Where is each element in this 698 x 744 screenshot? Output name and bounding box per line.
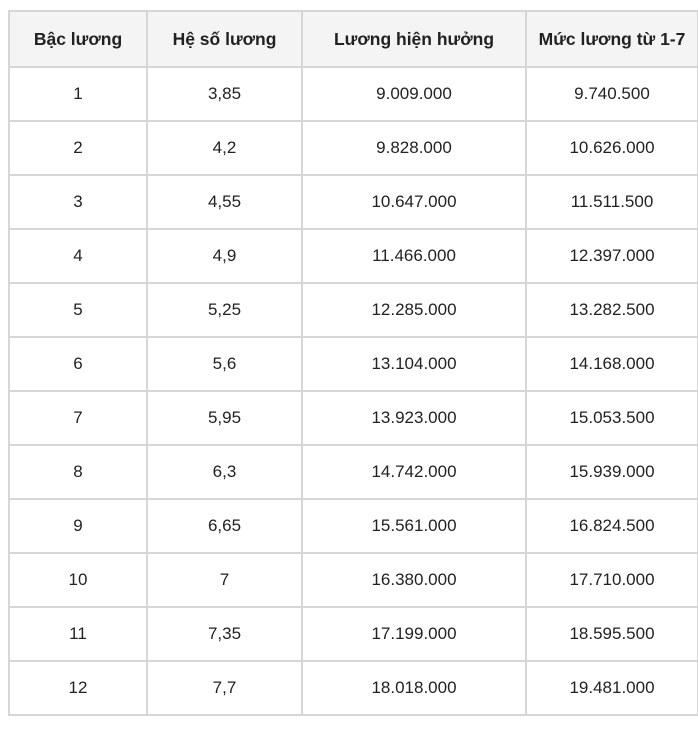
cell-salary-coefficient: 7,7	[147, 661, 302, 715]
cell-salary-grade: 1	[9, 67, 147, 121]
cell-salary-from-july: 11.511.500	[526, 175, 698, 229]
cell-salary-coefficient: 4,55	[147, 175, 302, 229]
header-salary-coefficient: Hệ số lương	[147, 11, 302, 67]
cell-salary-from-july: 15.939.000	[526, 445, 698, 499]
cell-salary-coefficient: 4,2	[147, 121, 302, 175]
cell-salary-grade: 10	[9, 553, 147, 607]
cell-salary-grade: 12	[9, 661, 147, 715]
cell-current-salary: 11.466.000	[302, 229, 526, 283]
cell-current-salary: 18.018.000	[302, 661, 526, 715]
cell-salary-from-july: 18.595.500	[526, 607, 698, 661]
cell-current-salary: 10.647.000	[302, 175, 526, 229]
table-row	[9, 175, 698, 229]
cell-current-salary: 12.285.000	[302, 283, 526, 337]
cell-salary-grade: 2	[9, 121, 147, 175]
cell-salary-grade: 8	[9, 445, 147, 499]
cell-salary-grade: 4	[9, 229, 147, 283]
cell-current-salary: 13.923.000	[302, 391, 526, 445]
cell-salary-from-july: 17.710.000	[526, 553, 698, 607]
cell-current-salary: 14.742.000	[302, 445, 526, 499]
header-row	[9, 11, 698, 67]
cell-salary-grade: 5	[9, 283, 147, 337]
header-current-salary: Lương hiện hưởng	[302, 11, 526, 67]
cell-salary-from-july: 9.740.500	[526, 67, 698, 121]
salary-table	[8, 10, 698, 716]
cell-salary-from-july: 12.397.000	[526, 229, 698, 283]
cell-salary-coefficient: 7,35	[147, 607, 302, 661]
cell-salary-grade: 9	[9, 499, 147, 553]
table-row	[9, 445, 698, 499]
table-row	[9, 67, 698, 121]
cell-salary-coefficient: 5,25	[147, 283, 302, 337]
cell-salary-coefficient: 5,6	[147, 337, 302, 391]
table-row	[9, 283, 698, 337]
cell-current-salary: 16.380.000	[302, 553, 526, 607]
cell-salary-grade: 6	[9, 337, 147, 391]
table-row	[9, 499, 698, 553]
cell-salary-grade: 11	[9, 607, 147, 661]
cell-current-salary: 17.199.000	[302, 607, 526, 661]
salary-table-container	[8, 10, 697, 716]
cell-salary-from-july: 16.824.500	[526, 499, 698, 553]
cell-current-salary: 9.828.000	[302, 121, 526, 175]
cell-current-salary: 9.009.000	[302, 67, 526, 121]
table-row	[9, 337, 698, 391]
cell-salary-grade: 3	[9, 175, 147, 229]
table-row	[9, 391, 698, 445]
cell-current-salary: 15.561.000	[302, 499, 526, 553]
cell-salary-coefficient: 6,65	[147, 499, 302, 553]
header-salary-from-july: Mức lương từ 1-7	[526, 11, 698, 67]
table-body	[9, 67, 698, 715]
header-salary-grade: Bậc lương	[9, 11, 147, 67]
cell-salary-coefficient: 7	[147, 553, 302, 607]
table-row	[9, 229, 698, 283]
cell-current-salary: 13.104.000	[302, 337, 526, 391]
cell-salary-grade: 7	[9, 391, 147, 445]
table-header	[9, 11, 698, 67]
cell-salary-coefficient: 5,95	[147, 391, 302, 445]
cell-salary-from-july: 13.282.500	[526, 283, 698, 337]
table-row	[9, 553, 698, 607]
cell-salary-coefficient: 3,85	[147, 67, 302, 121]
cell-salary-coefficient: 4,9	[147, 229, 302, 283]
cell-salary-from-july: 14.168.000	[526, 337, 698, 391]
table-row	[9, 121, 698, 175]
table-row	[9, 661, 698, 715]
cell-salary-from-july: 10.626.000	[526, 121, 698, 175]
cell-salary-from-july: 15.053.500	[526, 391, 698, 445]
cell-salary-from-july: 19.481.000	[526, 661, 698, 715]
cell-salary-coefficient: 6,3	[147, 445, 302, 499]
table-row	[9, 607, 698, 661]
